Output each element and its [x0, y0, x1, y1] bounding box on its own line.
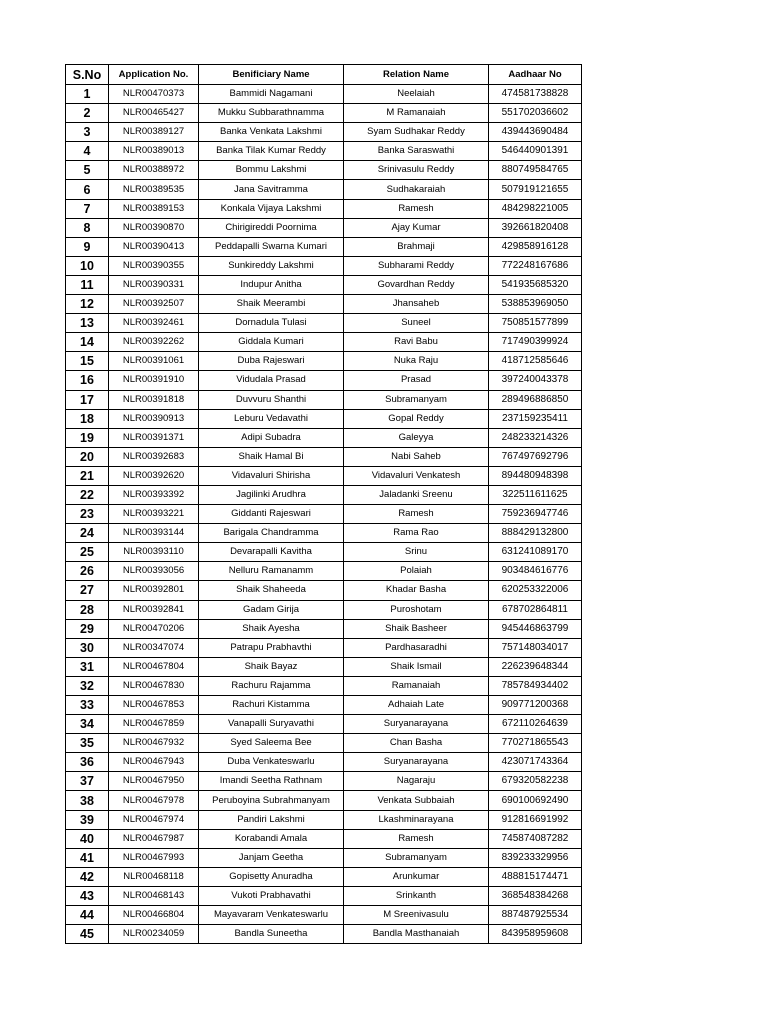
- cell-aadhaar-no: 551702036602: [489, 104, 582, 123]
- table-row: [66, 466, 582, 485]
- cell-sno: 8: [66, 218, 109, 237]
- cell-sno: 6: [66, 180, 109, 199]
- cell-aadhaar-no: 717490399924: [489, 333, 582, 352]
- cell-beneficiary-name: Shaik Meerambi: [199, 295, 344, 314]
- cell-relation-name: Suryanarayana: [344, 715, 489, 734]
- cell-application-no: NLR00234059: [109, 925, 199, 944]
- cell-sno: 33: [66, 696, 109, 715]
- cell-sno: 36: [66, 753, 109, 772]
- cell-aadhaar-no: 843958959608: [489, 925, 582, 944]
- cell-application-no: NLR00392683: [109, 447, 199, 466]
- table-row: [66, 524, 582, 543]
- cell-sno: 26: [66, 562, 109, 581]
- cell-relation-name: Pardhasaradhi: [344, 638, 489, 657]
- cell-beneficiary-name: Shaik Bayaz: [199, 657, 344, 676]
- cell-sno: 34: [66, 715, 109, 734]
- table-row: [66, 104, 582, 123]
- cell-relation-name: Sudhakaraiah: [344, 180, 489, 199]
- cell-sno: 29: [66, 619, 109, 638]
- cell-beneficiary-name: Syed Saleema Bee: [199, 734, 344, 753]
- cell-sno: 10: [66, 256, 109, 275]
- cell-beneficiary-name: Bandla Suneetha: [199, 925, 344, 944]
- cell-relation-name: Chan Basha: [344, 734, 489, 753]
- cell-relation-name: Suneel: [344, 314, 489, 333]
- cell-relation-name: M Ramanaiah: [344, 104, 489, 123]
- cell-aadhaar-no: 945446863799: [489, 619, 582, 638]
- cell-relation-name: Nabi Saheb: [344, 447, 489, 466]
- cell-application-no: NLR00392841: [109, 600, 199, 619]
- cell-application-no: NLR00391371: [109, 428, 199, 447]
- table-row: [66, 562, 582, 581]
- table-row: [66, 314, 582, 333]
- cell-sno: 22: [66, 485, 109, 504]
- cell-beneficiary-name: Bammidi Nagamani: [199, 85, 344, 104]
- table-row: [66, 925, 582, 944]
- cell-relation-name: Arunkumar: [344, 867, 489, 886]
- cell-beneficiary-name: Banka Venkata Lakshmi: [199, 123, 344, 142]
- table-row: [66, 333, 582, 352]
- cell-aadhaar-no: 909771200368: [489, 696, 582, 715]
- table-row: [66, 237, 582, 256]
- cell-beneficiary-name: Duvvuru Shanthi: [199, 390, 344, 409]
- cell-application-no: NLR00467859: [109, 715, 199, 734]
- cell-application-no: NLR00393392: [109, 485, 199, 504]
- cell-beneficiary-name: Giddala Kumari: [199, 333, 344, 352]
- cell-sno: 20: [66, 447, 109, 466]
- cell-sno: 25: [66, 543, 109, 562]
- cell-sno: 11: [66, 275, 109, 294]
- table-row: [66, 867, 582, 886]
- cell-application-no: NLR00470206: [109, 619, 199, 638]
- cell-relation-name: Prasad: [344, 371, 489, 390]
- cell-sno: 30: [66, 638, 109, 657]
- cell-aadhaar-no: 690100692490: [489, 791, 582, 810]
- cell-application-no: NLR00393144: [109, 524, 199, 543]
- table-row: [66, 791, 582, 810]
- cell-aadhaar-no: 538853969050: [489, 295, 582, 314]
- cell-relation-name: Jhansaheb: [344, 295, 489, 314]
- cell-relation-name: Rama Rao: [344, 524, 489, 543]
- cell-aadhaar-no: 672110264639: [489, 715, 582, 734]
- cell-relation-name: Suryanarayana: [344, 753, 489, 772]
- cell-application-no: NLR00467978: [109, 791, 199, 810]
- cell-beneficiary-name: Konkala Vijaya Lakshmi: [199, 199, 344, 218]
- cell-aadhaar-no: 289496886850: [489, 390, 582, 409]
- cell-aadhaar-no: 368548384268: [489, 886, 582, 905]
- cell-aadhaar-no: 888429132800: [489, 524, 582, 543]
- cell-relation-name: Banka Saraswathi: [344, 142, 489, 161]
- cell-sno: 44: [66, 906, 109, 925]
- table-row: [66, 676, 582, 695]
- cell-aadhaar-no: 226239648344: [489, 657, 582, 676]
- header-sno: S.No: [66, 65, 109, 85]
- cell-sno: 28: [66, 600, 109, 619]
- table-row: [66, 256, 582, 275]
- cell-application-no: NLR00389127: [109, 123, 199, 142]
- header-beneficiary-name: Benificiary Name: [199, 65, 344, 85]
- cell-relation-name: Srinu: [344, 543, 489, 562]
- cell-application-no: NLR00392801: [109, 581, 199, 600]
- cell-application-no: NLR00391818: [109, 390, 199, 409]
- cell-aadhaar-no: 894480948398: [489, 466, 582, 485]
- cell-aadhaar-no: 745874087282: [489, 829, 582, 848]
- cell-aadhaar-no: 678702864811: [489, 600, 582, 619]
- beneficiary-table: [65, 64, 582, 944]
- cell-beneficiary-name: Imandi Seetha Rathnam: [199, 772, 344, 791]
- cell-relation-name: Srinkanth: [344, 886, 489, 905]
- cell-relation-name: Syam Sudhakar Reddy: [344, 123, 489, 142]
- cell-beneficiary-name: Rachuru Rajamma: [199, 676, 344, 695]
- cell-relation-name: Subharami Reddy: [344, 256, 489, 275]
- cell-aadhaar-no: 474581738828: [489, 85, 582, 104]
- table-row: [66, 657, 582, 676]
- cell-sno: 45: [66, 925, 109, 944]
- cell-aadhaar-no: 418712585646: [489, 352, 582, 371]
- cell-application-no: NLR00467932: [109, 734, 199, 753]
- table-row: [66, 180, 582, 199]
- cell-aadhaar-no: 392661820408: [489, 218, 582, 237]
- header-application-no: Application No.: [109, 65, 199, 85]
- cell-aadhaar-no: 546440901391: [489, 142, 582, 161]
- cell-aadhaar-no: 757148034017: [489, 638, 582, 657]
- cell-sno: 42: [66, 867, 109, 886]
- table-row: [66, 772, 582, 791]
- cell-beneficiary-name: Giddanti Rajeswari: [199, 505, 344, 524]
- cell-application-no: NLR00468118: [109, 867, 199, 886]
- table-row: [66, 352, 582, 371]
- cell-application-no: NLR00465427: [109, 104, 199, 123]
- cell-sno: 3: [66, 123, 109, 142]
- cell-application-no: NLR00391061: [109, 352, 199, 371]
- cell-sno: 21: [66, 466, 109, 485]
- cell-sno: 38: [66, 791, 109, 810]
- cell-aadhaar-no: 679320582238: [489, 772, 582, 791]
- cell-relation-name: Galeyya: [344, 428, 489, 447]
- cell-beneficiary-name: Jagilinki Arudhra: [199, 485, 344, 504]
- cell-relation-name: Khadar Basha: [344, 581, 489, 600]
- cell-beneficiary-name: Vidavaluri Shirisha: [199, 466, 344, 485]
- cell-beneficiary-name: Gadam Girija: [199, 600, 344, 619]
- cell-sno: 31: [66, 657, 109, 676]
- cell-beneficiary-name: Duba Venkateswarlu: [199, 753, 344, 772]
- cell-application-no: NLR00467853: [109, 696, 199, 715]
- cell-beneficiary-name: Leburu Vedavathi: [199, 409, 344, 428]
- cell-beneficiary-name: Peddapalli Swarna Kumari: [199, 237, 344, 256]
- cell-beneficiary-name: Barigala Chandramma: [199, 524, 344, 543]
- cell-aadhaar-no: 772248167686: [489, 256, 582, 275]
- cell-sno: 43: [66, 886, 109, 905]
- cell-sno: 9: [66, 237, 109, 256]
- cell-application-no: NLR00388972: [109, 161, 199, 180]
- table-row: [66, 218, 582, 237]
- cell-sno: 14: [66, 333, 109, 352]
- cell-application-no: NLR00467830: [109, 676, 199, 695]
- header-relation-name: Relation Name: [344, 65, 489, 85]
- cell-relation-name: Govardhan Reddy: [344, 275, 489, 294]
- table-row: [66, 638, 582, 657]
- table-row: [66, 409, 582, 428]
- cell-beneficiary-name: Rachuri Kistamma: [199, 696, 344, 715]
- cell-application-no: NLR00393221: [109, 505, 199, 524]
- cell-beneficiary-name: Duba Rajeswari: [199, 352, 344, 371]
- cell-relation-name: Lkashminarayana: [344, 810, 489, 829]
- cell-aadhaar-no: 423071743364: [489, 753, 582, 772]
- cell-aadhaar-no: 903484616776: [489, 562, 582, 581]
- table-row: [66, 447, 582, 466]
- cell-aadhaar-no: 248233214326: [489, 428, 582, 447]
- cell-relation-name: Brahmaji: [344, 237, 489, 256]
- table-row: [66, 600, 582, 619]
- cell-beneficiary-name: Dornadula Tulasi: [199, 314, 344, 333]
- cell-beneficiary-name: Shaik Hamal Bi: [199, 447, 344, 466]
- cell-application-no: NLR00390331: [109, 275, 199, 294]
- cell-aadhaar-no: 237159235411: [489, 409, 582, 428]
- cell-relation-name: Subramanyam: [344, 848, 489, 867]
- cell-beneficiary-name: Vidudala Prasad: [199, 371, 344, 390]
- cell-relation-name: Gopal Reddy: [344, 409, 489, 428]
- table-row: [66, 142, 582, 161]
- cell-beneficiary-name: Banka Tilak Kumar Reddy: [199, 142, 344, 161]
- cell-application-no: NLR00390870: [109, 218, 199, 237]
- cell-application-no: NLR00467950: [109, 772, 199, 791]
- table-row: [66, 295, 582, 314]
- table-row: [66, 371, 582, 390]
- table-row: [66, 123, 582, 142]
- cell-beneficiary-name: Pandiri Lakshmi: [199, 810, 344, 829]
- cell-beneficiary-name: Mayavaram Venkateswarlu: [199, 906, 344, 925]
- table-row: [66, 161, 582, 180]
- cell-relation-name: Neelaiah: [344, 85, 489, 104]
- table-row: [66, 619, 582, 638]
- cell-application-no: NLR00390355: [109, 256, 199, 275]
- cell-relation-name: Ajay Kumar: [344, 218, 489, 237]
- cell-relation-name: Nuka Raju: [344, 352, 489, 371]
- cell-relation-name: Ramesh: [344, 505, 489, 524]
- table-row: [66, 428, 582, 447]
- cell-aadhaar-no: 484298221005: [489, 199, 582, 218]
- cell-application-no: NLR00390413: [109, 237, 199, 256]
- table-row: [66, 543, 582, 562]
- cell-application-no: NLR00467974: [109, 810, 199, 829]
- header-aadhaar-no: Aadhaar No: [489, 65, 582, 85]
- cell-application-no: NLR00389535: [109, 180, 199, 199]
- cell-sno: 35: [66, 734, 109, 753]
- cell-aadhaar-no: 541935685320: [489, 275, 582, 294]
- cell-application-no: NLR00467804: [109, 657, 199, 676]
- cell-relation-name: Subramanyam: [344, 390, 489, 409]
- table-row: [66, 275, 582, 294]
- cell-beneficiary-name: Shaik Shaheeda: [199, 581, 344, 600]
- table-row: [66, 886, 582, 905]
- cell-application-no: NLR00467943: [109, 753, 199, 772]
- cell-relation-name: Bandla Masthanaiah: [344, 925, 489, 944]
- cell-aadhaar-no: 620253322006: [489, 581, 582, 600]
- table-row: [66, 85, 582, 104]
- table-row: [66, 199, 582, 218]
- cell-relation-name: Ramesh: [344, 829, 489, 848]
- cell-beneficiary-name: Chirigireddi Poornima: [199, 218, 344, 237]
- cell-relation-name: Shaik Basheer: [344, 619, 489, 638]
- cell-aadhaar-no: 507919121655: [489, 180, 582, 199]
- cell-beneficiary-name: Peruboyina Subrahmanyam: [199, 791, 344, 810]
- cell-beneficiary-name: Devarapalli Kavitha: [199, 543, 344, 562]
- cell-relation-name: Polaiah: [344, 562, 489, 581]
- cell-beneficiary-name: Vanapalli Suryavathi: [199, 715, 344, 734]
- cell-aadhaar-no: 912816691992: [489, 810, 582, 829]
- cell-beneficiary-name: Janjam Geetha: [199, 848, 344, 867]
- cell-application-no: NLR00392620: [109, 466, 199, 485]
- cell-relation-name: Adhaiah Late: [344, 696, 489, 715]
- table-row: [66, 848, 582, 867]
- table-row: [66, 696, 582, 715]
- cell-application-no: NLR00389013: [109, 142, 199, 161]
- cell-aadhaar-no: 488815174471: [489, 867, 582, 886]
- cell-aadhaar-no: 397240043378: [489, 371, 582, 390]
- cell-sno: 37: [66, 772, 109, 791]
- table-row: [66, 906, 582, 925]
- cell-beneficiary-name: Gopisetty Anuradha: [199, 867, 344, 886]
- cell-application-no: NLR00390913: [109, 409, 199, 428]
- cell-relation-name: Ramanaiah: [344, 676, 489, 695]
- cell-sno: 16: [66, 371, 109, 390]
- table-row: [66, 734, 582, 753]
- cell-sno: 23: [66, 505, 109, 524]
- cell-sno: 13: [66, 314, 109, 333]
- cell-aadhaar-no: 429858916128: [489, 237, 582, 256]
- cell-sno: 17: [66, 390, 109, 409]
- cell-application-no: NLR00467987: [109, 829, 199, 848]
- cell-application-no: NLR00467993: [109, 848, 199, 867]
- cell-aadhaar-no: 880749584765: [489, 161, 582, 180]
- cell-aadhaar-no: 839233329956: [489, 848, 582, 867]
- cell-application-no: NLR00468143: [109, 886, 199, 905]
- cell-sno: 15: [66, 352, 109, 371]
- table-row: [66, 715, 582, 734]
- cell-sno: 41: [66, 848, 109, 867]
- cell-application-no: NLR00393110: [109, 543, 199, 562]
- table-row: [66, 810, 582, 829]
- cell-aadhaar-no: 785784934402: [489, 676, 582, 695]
- cell-sno: 19: [66, 428, 109, 447]
- cell-relation-name: Nagaraju: [344, 772, 489, 791]
- cell-application-no: NLR00392461: [109, 314, 199, 333]
- cell-sno: 24: [66, 524, 109, 543]
- cell-aadhaar-no: 887487925534: [489, 906, 582, 925]
- cell-beneficiary-name: Vukoti Prabhavathi: [199, 886, 344, 905]
- cell-sno: 39: [66, 810, 109, 829]
- cell-application-no: NLR00466804: [109, 906, 199, 925]
- cell-sno: 2: [66, 104, 109, 123]
- cell-beneficiary-name: Patrapu Prabhavthi: [199, 638, 344, 657]
- cell-aadhaar-no: 770271865543: [489, 734, 582, 753]
- cell-beneficiary-name: Shaik Ayesha: [199, 619, 344, 638]
- cell-application-no: NLR00392262: [109, 333, 199, 352]
- table-row: [66, 390, 582, 409]
- table-row: [66, 753, 582, 772]
- cell-application-no: NLR00392507: [109, 295, 199, 314]
- cell-sno: 12: [66, 295, 109, 314]
- cell-beneficiary-name: Adipi Subadra: [199, 428, 344, 447]
- cell-aadhaar-no: 439443690484: [489, 123, 582, 142]
- cell-aadhaar-no: 759236947746: [489, 505, 582, 524]
- cell-beneficiary-name: Mukku Subbarathnamma: [199, 104, 344, 123]
- cell-relation-name: Ravi Babu: [344, 333, 489, 352]
- cell-beneficiary-name: Bommu Lakshmi: [199, 161, 344, 180]
- table-row: [66, 829, 582, 848]
- cell-application-no: NLR00389153: [109, 199, 199, 218]
- cell-sno: 5: [66, 161, 109, 180]
- cell-sno: 1: [66, 85, 109, 104]
- cell-relation-name: Puroshotam: [344, 600, 489, 619]
- table-row: [66, 485, 582, 504]
- cell-relation-name: Venkata Subbaiah: [344, 791, 489, 810]
- cell-application-no: NLR00470373: [109, 85, 199, 104]
- cell-relation-name: Shaik Ismail: [344, 657, 489, 676]
- cell-beneficiary-name: Sunkireddy Lakshmi: [199, 256, 344, 275]
- cell-relation-name: M Sreenivasulu: [344, 906, 489, 925]
- cell-sno: 32: [66, 676, 109, 695]
- cell-relation-name: Ramesh: [344, 199, 489, 218]
- table-row: [66, 505, 582, 524]
- cell-sno: 4: [66, 142, 109, 161]
- cell-aadhaar-no: 750851577899: [489, 314, 582, 333]
- cell-application-no: NLR00393056: [109, 562, 199, 581]
- table-row: [66, 581, 582, 600]
- cell-relation-name: Srinivasulu Reddy: [344, 161, 489, 180]
- cell-aadhaar-no: 322511611625: [489, 485, 582, 504]
- cell-aadhaar-no: 767497692796: [489, 447, 582, 466]
- cell-application-no: NLR00391910: [109, 371, 199, 390]
- cell-beneficiary-name: Indupur Anitha: [199, 275, 344, 294]
- cell-sno: 27: [66, 581, 109, 600]
- cell-sno: 18: [66, 409, 109, 428]
- cell-sno: 40: [66, 829, 109, 848]
- cell-sno: 7: [66, 199, 109, 218]
- cell-beneficiary-name: Nelluru Ramanamm: [199, 562, 344, 581]
- cell-relation-name: Jaladanki Sreenu: [344, 485, 489, 504]
- cell-relation-name: Vidavaluri Venkatesh: [344, 466, 489, 485]
- cell-beneficiary-name: Jana Savitramma: [199, 180, 344, 199]
- cell-aadhaar-no: 631241089170: [489, 543, 582, 562]
- cell-application-no: NLR00347074: [109, 638, 199, 657]
- cell-beneficiary-name: Korabandi Amala: [199, 829, 344, 848]
- header-row: [66, 65, 582, 85]
